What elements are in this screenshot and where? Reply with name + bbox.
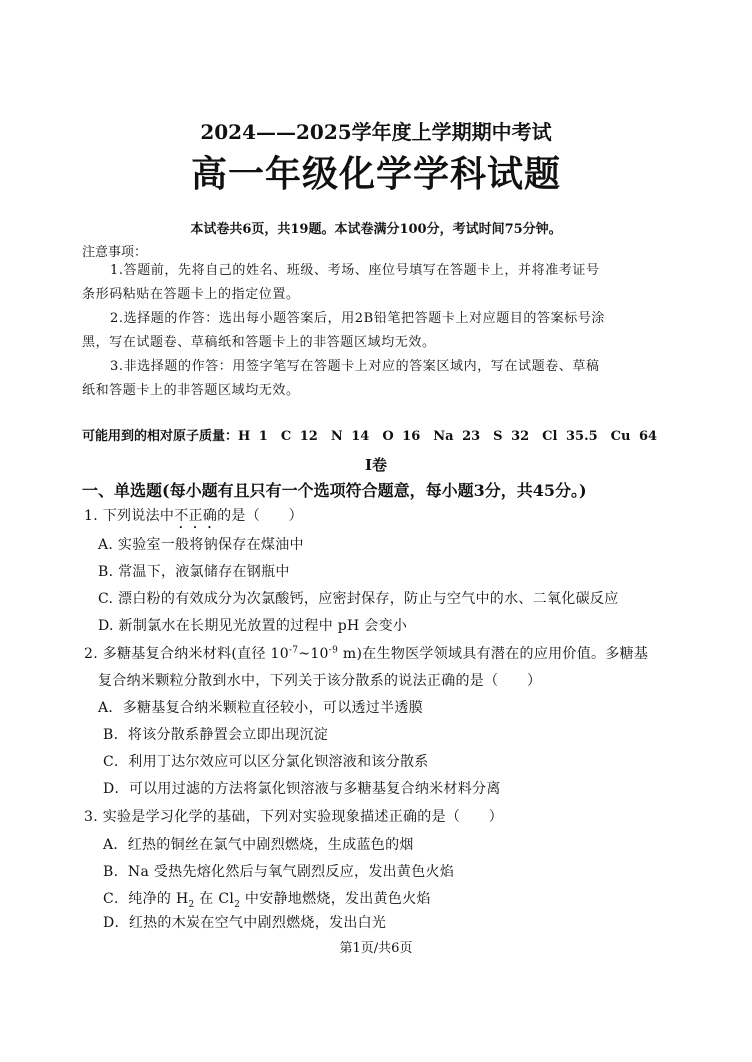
question-3-option-c-sub-1: 2 xyxy=(188,899,195,910)
question-3-option-b: B．Na 受热先熔化然后与氧气剧烈反应，发出黄色火焰 xyxy=(103,864,455,880)
question-2-stem-line2: 复合纳米颗粒分散到水中，下列关于该分散系的说法正确的是（ ） xyxy=(98,673,542,689)
question-1-option-c: C. 漂白粉的有效成分为次氯酸钙，应密封保存，防止与空气中的水、二氧化碳反应 xyxy=(98,591,619,607)
question-1-option-b: B. 常温下，液氯储存在钢瓶中 xyxy=(98,564,290,580)
page-footer: 第1页/共6页 xyxy=(339,941,413,956)
question-3-stem: 3. 实验是学习化学的基础，下列对实验现象描述正确的是（ ） xyxy=(84,809,504,825)
notice-item-2-line2: 黑，写在试题卷、草稿纸和答题卡上的非答题区域均无效。 xyxy=(82,335,436,350)
question-2-exponent-2: -9 xyxy=(328,645,339,656)
paper-title: 高一年级化学学科试题 xyxy=(190,153,561,195)
question-1-stem xyxy=(84,505,303,532)
question-3-option-c xyxy=(103,888,431,910)
question-3-option-c-sub-2: 2 xyxy=(234,899,241,910)
exam-info: 本试卷共6页，共19题。本试卷满分100分，考试时间75分钟。 xyxy=(190,222,562,237)
question-2-option-b: B．将该分散系静置会立即出现沉淀 xyxy=(103,727,329,743)
question-2-exponent-1: -7 xyxy=(288,645,299,656)
notice-item-3-line1: 3.非选择题的作答：用签字笔写在答题卡上对应的答案区域内，写在试题卷、草稿 xyxy=(110,359,600,374)
notice-title: 注意事项： xyxy=(82,245,148,260)
question-2-stem-line1 xyxy=(84,643,648,663)
question-2-stem-part-c: m)在生物医学领域具有潜在的应用价值。多糖基 xyxy=(338,646,649,662)
question-2-option-d: D．可以用过滤的方法将氯化钡溶液与多糖基复合纳米材料分离 xyxy=(103,781,501,797)
question-2-stem-part-a: 2. 多糖基复合纳米材料(直径 10 xyxy=(84,646,289,662)
question-1-stem-end: 的是（ ） xyxy=(217,508,303,524)
notice-item-1-line2: 条形码粘贴在答题卡上的指定位置。 xyxy=(82,287,300,302)
notice-item-3-line2: 纸和答题卡上的非答题区域均无效。 xyxy=(82,383,300,398)
question-1-option-d: D. 新制氯水在长期见光放置的过程中 pH 会变小 xyxy=(98,618,408,634)
question-3-option-c-part-c: 中安静地燃烧，发出黄色火焰 xyxy=(240,891,431,907)
question-3-option-a: A．红热的铜丝在氯气中剧烈燃烧，生成蓝色的烟 xyxy=(103,837,414,853)
question-2-option-c: C．利用丁达尔效应可以区分氯化钡溶液和该分散系 xyxy=(103,754,429,770)
exam-term-title: 2024——2025学年度上学期期中考试 xyxy=(200,120,552,144)
question-1-emphasis: 不正确 xyxy=(174,508,218,524)
atomic-masses: 可能用到的相对原子质量：H 1 C 12 N 14 O 16 Na 23 S 32 Cl 35.5 Cu 64 xyxy=(82,429,658,444)
question-3-option-d: D．红热的木炭在空气中剧烈燃烧，发出白光 xyxy=(103,915,387,931)
notice-item-1-line1: 1.答题前，先将自己的姓名、班级、考场、座位号填写在答题卡上，并将准考证号 xyxy=(110,263,600,278)
question-2-option-a: A．多糖基复合纳米颗粒直径较小，可以透过半透膜 xyxy=(98,700,424,716)
question-1-option-a: A. 实验室一般将钠保存在煤油中 xyxy=(98,537,304,553)
notice-item-2-line1: 2.选择题的作答：选出每小题答案后，用2B铅笔把答题卡上对应题目的答案标号涂 xyxy=(110,311,606,326)
question-3-option-c-part-b: 在 Cl xyxy=(194,891,235,907)
question-3-option-c-part-a: C．纯净的 H xyxy=(103,891,189,907)
volume-label: I卷 xyxy=(364,456,388,474)
section-heading: 一、单选题(每小题有且只有一个选项符合题意，每小题3分，共45分。) xyxy=(82,481,587,500)
question-1-stem-start: 1. 下列说法中 xyxy=(84,508,175,524)
question-2-stem-part-b: ~10 xyxy=(298,646,329,662)
